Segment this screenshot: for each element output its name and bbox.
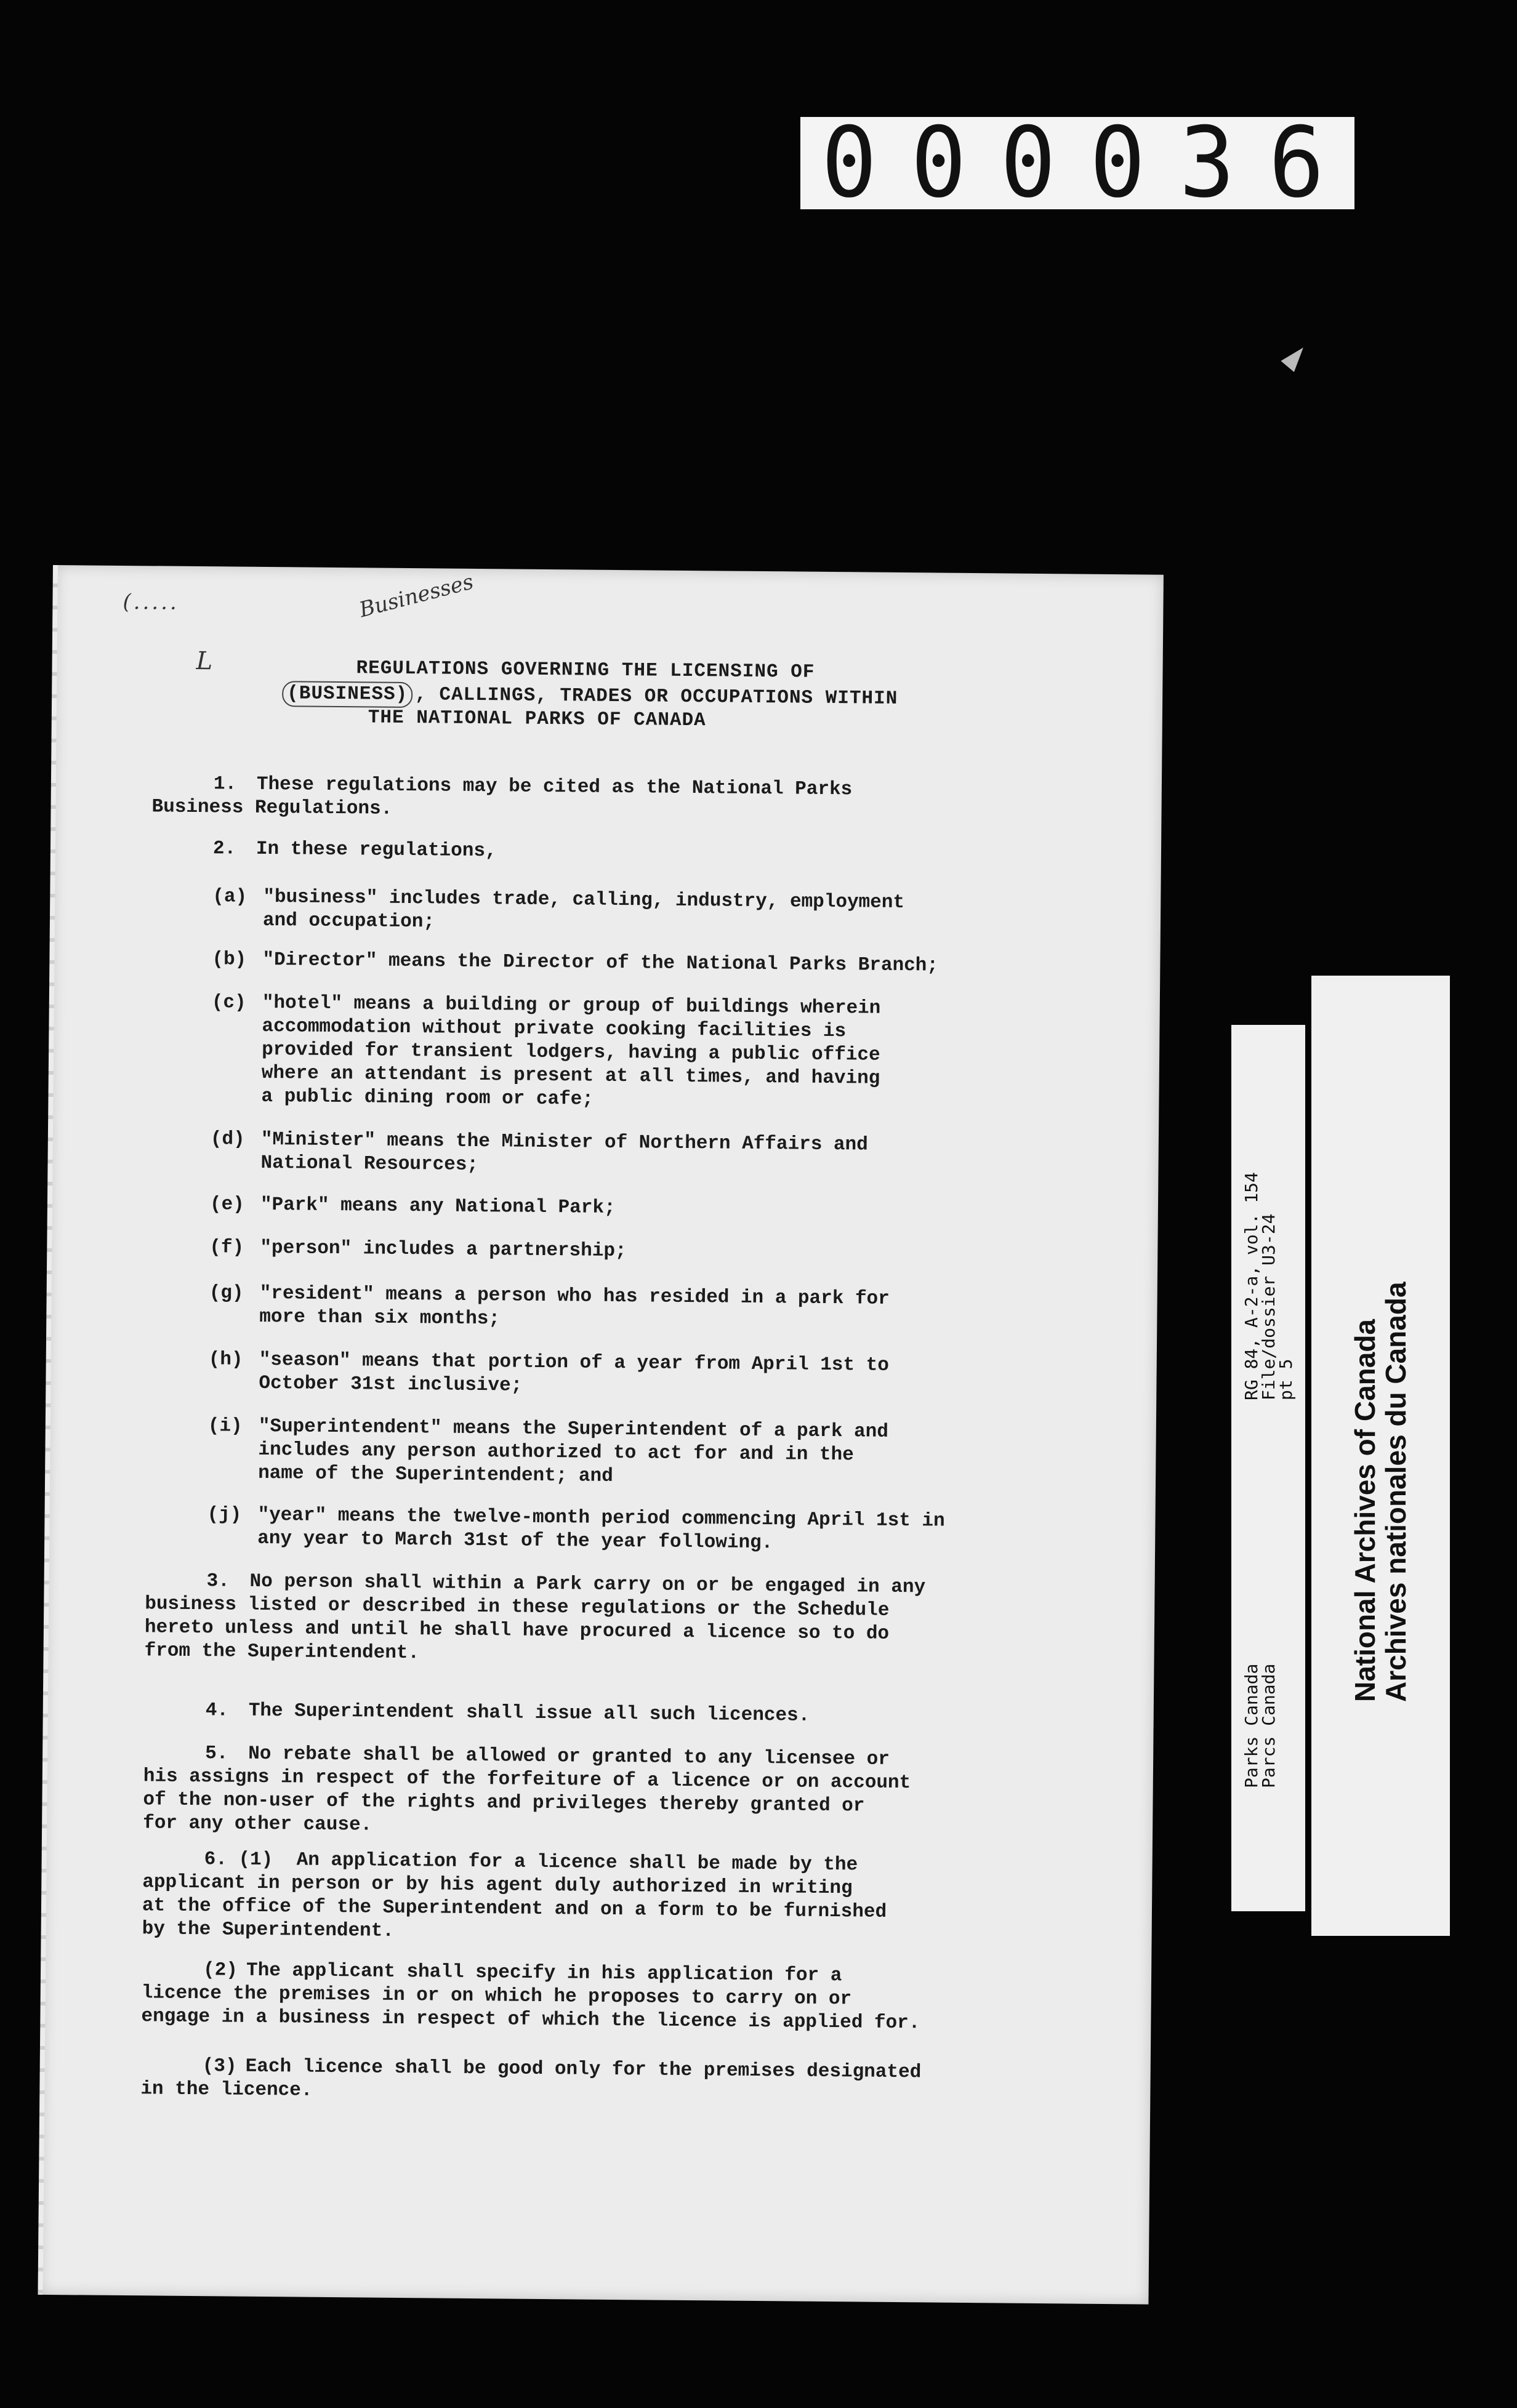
definition-text: National Resources; [260,1152,479,1176]
definition-label: (g) [209,1282,244,1304]
section-number: (3) [202,2055,237,2077]
definition-text: "Park" means any National Park; [260,1194,616,1219]
definition-text: name of the Superintendent; and [257,1462,613,1487]
handwritten-margin-mark: L [196,647,213,676]
title-line-2-rest: , CALLINGS, TRADES OR OCCUPATIONS WITHIN [415,684,898,710]
definition-text: October 31st inclusive; [259,1372,523,1397]
definition-text: a public dining room or cafe; [261,1085,594,1110]
section-text: from the Superintendent. [144,1640,420,1664]
section-text: The applicant shall specify in his application for a [246,1959,842,1987]
definition-f [209,1236,627,1263]
section-3-cont [144,1592,889,1669]
section-text: business listed or described in these regulations or the Schedule [145,1593,890,1621]
section-text: in the licence. [140,2078,313,2101]
archive-parcs-canada: Parcs Canada [1258,1663,1279,1788]
definition-text: where an attendant is present at all times, and having [261,1062,880,1090]
definition-text: more than six months; [259,1306,501,1330]
section-6-3-cont [140,2077,312,2102]
definition-label: (a) [212,886,247,908]
section-1-cont [151,795,392,821]
section-text: An application for a licence shall be made by the [296,1849,858,1876]
handwritten-annotation: Businesses [356,569,477,623]
definition-text: "Superintendent" means the Superintendent of a park and [258,1415,889,1443]
section-number: 1. [213,773,237,795]
national-archives-french: Archives nationales du Canada [1380,1282,1412,1702]
definition-text: "season" means that portion of a year from April 1st to [259,1349,890,1376]
section-text: engage in a business in respect of which the licence is applied for. [141,2005,920,2034]
definition-text: accommodation without private cooking facilities is [262,1015,847,1043]
definition-text: and occupation; [262,909,435,933]
definition-j [207,1503,945,1556]
definition-label: (i) [207,1415,243,1437]
section-text: applicant in person or by his agent duly authorized in writing [142,1871,853,1900]
definition-label: (j) [207,1504,242,1526]
film-mark-icon [1281,342,1310,372]
definition-i [207,1415,888,1491]
section-6-2-cont [141,1981,920,2035]
section-text: at the office of the Superintendent and on a form to be furnished [142,1895,887,1923]
archive-rg-reference: RG 84, A-2-a, vol. 154 [1241,1172,1261,1400]
section-text: These regulations may be cited as the National Parks [256,773,853,801]
section-text: his assigns in respect of the forfeiture of a licence or on account [143,1765,911,1794]
section-number: 4. [205,1700,229,1722]
definition-text: includes any person authorized to act for and in the [258,1439,854,1466]
section-text: The Superintendent shall issue all such licences. [248,1700,810,1727]
archive-part-reference: pt 5 [1276,1359,1296,1400]
title-line-1: REGULATIONS GOVERNING THE LICENSING OF [356,657,815,683]
section-6-1-cont [142,1871,887,1948]
definition-a [212,885,904,938]
section-number: (2) [203,1959,238,1981]
definition-e [210,1193,616,1220]
definition-label: (d) [210,1128,245,1150]
archive-file-reference: File/dossier U3-24 [1258,1213,1279,1400]
definition-d [210,1128,868,1180]
definition-c [211,991,880,1114]
definition-text: "year" means the twelve-month period commencing April 1st in [257,1504,945,1532]
definition-label: (h) [208,1349,243,1371]
definition-label: (e) [209,1194,244,1216]
section-text: by the Superintendent. [142,1918,395,1942]
definition-text: "Director" means the Director of the National Parks Branch; [262,949,939,977]
section-number: 6. (1) [204,1848,273,1871]
title-line-3: THE NATIONAL PARKS OF CANADA [368,707,706,732]
section-text: licence the premises in or on which he proposes to carry on or [141,1982,852,2010]
definition-label: (b) [212,949,247,971]
definition-g [209,1282,890,1334]
section-text: In these regulations, [256,838,497,862]
definition-text: "person" includes a partnership; [260,1237,627,1262]
document-body [40,565,1163,2305]
section-5-cont [143,1765,911,1842]
definition-text: "resident" means a person who has resided in a park for [259,1282,890,1310]
section-text: Each licence shall be good only for the premises designated [245,2055,922,2084]
definition-label: (c) [211,992,246,1014]
section-text: No person shall within a Park carry on or be engaged in any [249,1570,926,1599]
section-number: 3. [206,1570,230,1592]
national-archives-label [1311,976,1450,1936]
definition-h [208,1348,889,1401]
definition-label: (f) [209,1237,244,1259]
definition-text: "Minister" means the Minister of Northern Affairs and [260,1128,868,1156]
definition-text: "hotel" means a building or group of buildings wherein [262,992,881,1019]
section-number: 5. [205,1743,228,1765]
definition-text: any year to March 31st of the year following. [257,1527,773,1554]
archive-reference-label [1231,1025,1305,1911]
section-text: No rebate shall be allowed or granted to any licensee or [248,1743,890,1770]
section-text: hereto unless and until he shall have procured a licence so to do [144,1616,890,1645]
document-page [40,565,1163,2305]
frame-number-label [800,106,1358,220]
section-text: Business Regulations. [151,796,393,820]
archive-parks-canada: Parks Canada [1241,1663,1261,1788]
title-business-circled: (BUSINESS) [282,681,412,708]
section-2 [213,837,497,863]
section-text: of the non-user of the rights and privileges thereby granted or [143,1789,865,1817]
section-text: for any other cause. [143,1812,372,1836]
definition-text: provided for transient lodgers, having a public office [261,1038,880,1066]
frame-number: 000036 [821,106,1358,220]
section-number: 2. [212,838,236,860]
handwritten-dash-mark: (..... [123,589,179,615]
section-4 [206,1699,810,1728]
definition-text: "business" includes trade, calling, industry, employment [263,886,905,914]
definition-b [212,948,938,977]
national-archives-english: National Archives of Canada [1349,1318,1381,1702]
